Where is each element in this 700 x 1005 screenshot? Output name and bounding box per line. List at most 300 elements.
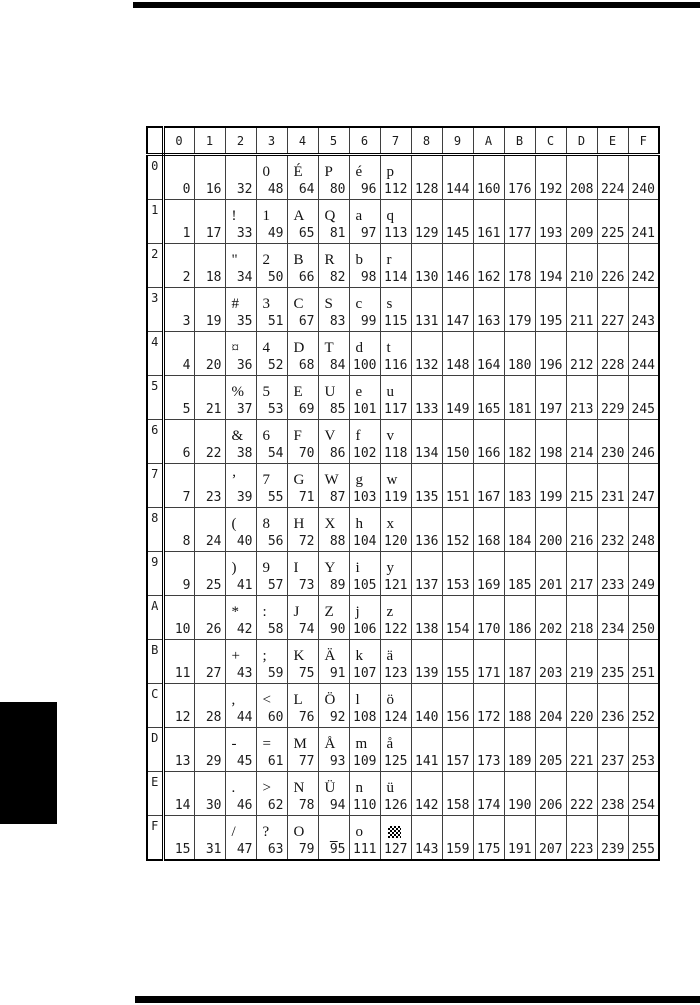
decimal-code-190: 190 bbox=[508, 798, 532, 813]
glyph-146 bbox=[443, 249, 473, 271]
glyph-210 bbox=[567, 249, 597, 271]
table-row-8 bbox=[147, 508, 659, 552]
code-cell-122 bbox=[380, 596, 411, 640]
glyph-83: S bbox=[324, 296, 333, 312]
decimal-code-20: 20 bbox=[205, 358, 222, 373]
decimal-code-168: 168 bbox=[477, 534, 501, 549]
glyph-214 bbox=[567, 425, 597, 447]
decimal-code-143: 143 bbox=[415, 842, 439, 857]
decimal-code-84: 84 bbox=[329, 358, 346, 373]
code-cell-30 bbox=[194, 772, 225, 816]
glyph-181 bbox=[505, 381, 535, 403]
decimal-code-90: 90 bbox=[329, 622, 346, 637]
code-cell-204 bbox=[535, 684, 566, 728]
decimal-code-88: 88 bbox=[329, 534, 346, 549]
code-cell-8 bbox=[163, 508, 194, 552]
code-cell-84 bbox=[318, 332, 349, 376]
code-cell-3 bbox=[163, 288, 194, 332]
glyph-194 bbox=[536, 249, 566, 271]
decimal-code-45: 45 bbox=[236, 754, 253, 769]
decimal-code-209: 209 bbox=[570, 226, 594, 241]
code-cell-176 bbox=[504, 155, 535, 200]
code-cell-69 bbox=[287, 376, 318, 420]
code-cell-145 bbox=[442, 200, 473, 244]
decimal-code-196: 196 bbox=[539, 358, 563, 373]
glyph-71: G bbox=[293, 472, 305, 488]
glyph-69: E bbox=[293, 384, 303, 400]
glyph-88: X bbox=[324, 516, 336, 532]
code-cell-153 bbox=[442, 552, 473, 596]
glyph-73: I bbox=[293, 560, 299, 576]
code-cell-35 bbox=[225, 288, 256, 332]
glyph-208 bbox=[567, 161, 597, 183]
glyph-106: j bbox=[355, 604, 360, 620]
decimal-code-77: 77 bbox=[298, 754, 315, 769]
code-cell-98 bbox=[349, 244, 380, 288]
code-cell-14 bbox=[163, 772, 194, 816]
decimal-code-229: 229 bbox=[601, 402, 625, 417]
decimal-code-38: 38 bbox=[236, 446, 253, 461]
decimal-code-255: 255 bbox=[631, 842, 655, 857]
decimal-code-237: 237 bbox=[601, 754, 625, 769]
glyph-4 bbox=[165, 337, 194, 359]
glyph-15 bbox=[165, 821, 194, 843]
decimal-code-94: 94 bbox=[329, 798, 346, 813]
glyph-122: z bbox=[386, 604, 394, 620]
code-cell-103 bbox=[349, 464, 380, 508]
glyph-135 bbox=[412, 469, 442, 491]
decimal-code-37: 37 bbox=[236, 402, 253, 417]
code-cell-97 bbox=[349, 200, 380, 244]
decimal-code-121: 121 bbox=[384, 578, 408, 593]
glyph-196 bbox=[536, 337, 566, 359]
glyph-48: 0 bbox=[262, 164, 270, 180]
glyph-177 bbox=[505, 205, 535, 227]
decimal-code-208: 208 bbox=[570, 182, 594, 197]
code-cell-151 bbox=[442, 464, 473, 508]
left-edge-block bbox=[0, 702, 57, 824]
decimal-code-201: 201 bbox=[539, 578, 563, 593]
glyph-182 bbox=[505, 425, 535, 447]
decimal-code-221: 221 bbox=[570, 754, 594, 769]
glyph-40: ( bbox=[231, 516, 237, 532]
table-row-6 bbox=[147, 420, 659, 464]
code-cell-221 bbox=[566, 728, 597, 772]
table-row-7 bbox=[147, 464, 659, 508]
glyph-97: a bbox=[355, 208, 363, 224]
top-rule bbox=[133, 2, 700, 8]
decimal-code-71: 71 bbox=[298, 490, 315, 505]
col-header-0: 0 bbox=[163, 127, 194, 155]
decimal-code-49: 49 bbox=[267, 226, 284, 241]
glyph-93: Å bbox=[324, 736, 336, 752]
glyph-55: 7 bbox=[262, 472, 270, 488]
code-cell-255 bbox=[628, 816, 659, 861]
code-cell-72 bbox=[287, 508, 318, 552]
decimal-code-146: 146 bbox=[446, 270, 470, 285]
glyph-38: & bbox=[231, 428, 244, 444]
decimal-code-85: 85 bbox=[329, 402, 346, 417]
code-cell-254 bbox=[628, 772, 659, 816]
code-cell-66 bbox=[287, 244, 318, 288]
decimal-code-233: 233 bbox=[601, 578, 625, 593]
decimal-code-46: 46 bbox=[236, 798, 253, 813]
row-header-3: 3 bbox=[147, 288, 163, 332]
glyph-190 bbox=[505, 777, 535, 799]
decimal-code-68: 68 bbox=[298, 358, 315, 373]
glyph-160 bbox=[474, 161, 504, 183]
code-cell-105 bbox=[349, 552, 380, 596]
glyph-8 bbox=[165, 513, 194, 535]
code-cell-107 bbox=[349, 640, 380, 684]
decimal-code-97: 97 bbox=[360, 226, 377, 241]
code-cell-163 bbox=[473, 288, 504, 332]
decimal-code-106: 106 bbox=[353, 622, 377, 637]
decimal-code-40: 40 bbox=[236, 534, 253, 549]
decimal-code-59: 59 bbox=[267, 666, 284, 681]
code-cell-119 bbox=[380, 464, 411, 508]
glyph-17 bbox=[195, 205, 225, 227]
decimal-code-220: 220 bbox=[570, 710, 594, 725]
glyph-31 bbox=[195, 821, 225, 843]
glyph-84: T bbox=[324, 340, 334, 356]
decimal-code-28: 28 bbox=[205, 710, 222, 725]
glyph-161 bbox=[474, 205, 504, 227]
code-cell-60 bbox=[256, 684, 287, 728]
code-cell-26 bbox=[194, 596, 225, 640]
code-cell-187 bbox=[504, 640, 535, 684]
code-cell-87 bbox=[318, 464, 349, 508]
code-cell-219 bbox=[566, 640, 597, 684]
decimal-code-215: 215 bbox=[570, 490, 594, 505]
decimal-code-89: 89 bbox=[329, 578, 346, 593]
decimal-code-117: 117 bbox=[384, 402, 408, 417]
decimal-code-128: 128 bbox=[415, 182, 439, 197]
code-cell-111 bbox=[349, 816, 380, 861]
code-cell-175 bbox=[473, 816, 504, 861]
code-cell-249 bbox=[628, 552, 659, 596]
code-cell-173 bbox=[473, 728, 504, 772]
decimal-code-26: 26 bbox=[205, 622, 222, 637]
decimal-code-69: 69 bbox=[298, 402, 315, 417]
code-cell-116 bbox=[380, 332, 411, 376]
code-cell-198 bbox=[535, 420, 566, 464]
code-cell-64 bbox=[287, 155, 318, 200]
code-cell-206 bbox=[535, 772, 566, 816]
glyph-129 bbox=[412, 205, 442, 227]
decimal-code-253: 253 bbox=[631, 754, 655, 769]
code-cell-106 bbox=[349, 596, 380, 640]
code-cell-156 bbox=[442, 684, 473, 728]
code-cell-146 bbox=[442, 244, 473, 288]
glyph-52: 4 bbox=[262, 340, 270, 356]
code-cell-99 bbox=[349, 288, 380, 332]
glyph-87: W bbox=[324, 472, 339, 488]
glyph-14 bbox=[165, 777, 194, 799]
decimal-code-83: 83 bbox=[329, 314, 346, 329]
code-cell-25 bbox=[194, 552, 225, 596]
code-cell-74 bbox=[287, 596, 318, 640]
code-cell-134 bbox=[411, 420, 442, 464]
code-cell-43 bbox=[225, 640, 256, 684]
decimal-code-50: 50 bbox=[267, 270, 284, 285]
glyph-249 bbox=[629, 557, 659, 579]
glyph-41: ) bbox=[231, 560, 237, 576]
code-cell-54 bbox=[256, 420, 287, 464]
decimal-code-236: 236 bbox=[601, 710, 625, 725]
decimal-code-109: 109 bbox=[353, 754, 377, 769]
decimal-code-164: 164 bbox=[477, 358, 501, 373]
glyph-89: Y bbox=[324, 560, 336, 576]
glyph-186 bbox=[505, 601, 535, 623]
code-cell-179 bbox=[504, 288, 535, 332]
glyph-142 bbox=[412, 777, 442, 799]
code-cell-232 bbox=[597, 508, 628, 552]
code-cell-100 bbox=[349, 332, 380, 376]
code-cell-183 bbox=[504, 464, 535, 508]
code-cell-17 bbox=[194, 200, 225, 244]
glyph-220 bbox=[567, 689, 597, 711]
code-cell-250 bbox=[628, 596, 659, 640]
glyph-76: L bbox=[293, 692, 303, 708]
glyph-19 bbox=[195, 293, 225, 315]
code-cell-73 bbox=[287, 552, 318, 596]
decimal-code-230: 230 bbox=[601, 446, 625, 461]
code-cell-80 bbox=[318, 155, 349, 200]
code-cell-76 bbox=[287, 684, 318, 728]
decimal-code-116: 116 bbox=[384, 358, 408, 373]
decimal-code-60: 60 bbox=[267, 710, 284, 725]
decimal-code-166: 166 bbox=[477, 446, 501, 461]
decimal-code-123: 123 bbox=[384, 666, 408, 681]
decimal-code-119: 119 bbox=[384, 490, 408, 505]
glyph-137 bbox=[412, 557, 442, 579]
glyph-59: ; bbox=[262, 648, 267, 664]
decimal-code-247: 247 bbox=[631, 490, 655, 505]
code-cell-243 bbox=[628, 288, 659, 332]
glyph-91: Ä bbox=[324, 648, 336, 664]
decimal-code-81: 81 bbox=[329, 226, 346, 241]
glyph-232 bbox=[598, 513, 628, 535]
glyph-238 bbox=[598, 777, 628, 799]
code-cell-11 bbox=[163, 640, 194, 684]
decimal-code-200: 200 bbox=[539, 534, 563, 549]
code-cell-246 bbox=[628, 420, 659, 464]
glyph-200 bbox=[536, 513, 566, 535]
col-header-4: 4 bbox=[287, 127, 318, 155]
decimal-code-243: 243 bbox=[631, 314, 655, 329]
decimal-code-179: 179 bbox=[508, 314, 532, 329]
glyph-231 bbox=[598, 469, 628, 491]
decimal-code-186: 186 bbox=[508, 622, 532, 637]
glyph-189 bbox=[505, 733, 535, 755]
decimal-code-170: 170 bbox=[477, 622, 501, 637]
code-cell-130 bbox=[411, 244, 442, 288]
code-cell-194 bbox=[535, 244, 566, 288]
decimal-code-242: 242 bbox=[631, 270, 655, 285]
decimal-code-76: 76 bbox=[298, 710, 315, 725]
code-cell-28 bbox=[194, 684, 225, 728]
decimal-code-227: 227 bbox=[601, 314, 625, 329]
decimal-code-219: 219 bbox=[570, 666, 594, 681]
code-cell-192 bbox=[535, 155, 566, 200]
decimal-code-47: 47 bbox=[236, 842, 253, 857]
decimal-code-192: 192 bbox=[539, 182, 563, 197]
decimal-code-197: 197 bbox=[539, 402, 563, 417]
col-header-5: 5 bbox=[318, 127, 349, 155]
glyph-213 bbox=[567, 381, 597, 403]
glyph-9 bbox=[165, 557, 194, 579]
code-cell-45 bbox=[225, 728, 256, 772]
glyph-36: ¤ bbox=[231, 340, 239, 356]
glyph-143 bbox=[412, 821, 442, 843]
decimal-code-234: 234 bbox=[601, 622, 625, 637]
col-header-7: 7 bbox=[380, 127, 411, 155]
decimal-code-52: 52 bbox=[267, 358, 284, 373]
code-cell-55 bbox=[256, 464, 287, 508]
col-header-3: 3 bbox=[256, 127, 287, 155]
decimal-code-87: 87 bbox=[329, 490, 346, 505]
row-header-2: 2 bbox=[147, 244, 163, 288]
bottom-rule bbox=[135, 996, 700, 1003]
decimal-code-171: 171 bbox=[477, 666, 501, 681]
col-header-6: 6 bbox=[349, 127, 380, 155]
code-cell-253 bbox=[628, 728, 659, 772]
decimal-code-159: 159 bbox=[446, 842, 470, 857]
glyph-233 bbox=[598, 557, 628, 579]
code-cell-104 bbox=[349, 508, 380, 552]
decimal-code-160: 160 bbox=[477, 182, 501, 197]
glyph-188 bbox=[505, 689, 535, 711]
decimal-code-217: 217 bbox=[570, 578, 594, 593]
decimal-code-95: 95 bbox=[329, 842, 346, 857]
code-cell-245 bbox=[628, 376, 659, 420]
glyph-90: Z bbox=[324, 604, 334, 620]
decimal-code-239: 239 bbox=[601, 842, 625, 857]
col-header-2: 2 bbox=[225, 127, 256, 155]
code-cell-241 bbox=[628, 200, 659, 244]
code-cell-31 bbox=[194, 816, 225, 861]
table-row-1 bbox=[147, 200, 659, 244]
decimal-code-136: 136 bbox=[415, 534, 439, 549]
glyph-103: g bbox=[355, 472, 363, 488]
code-cell-143 bbox=[411, 816, 442, 861]
glyph-132 bbox=[412, 337, 442, 359]
decimal-code-199: 199 bbox=[539, 490, 563, 505]
glyph-23 bbox=[195, 469, 225, 491]
decimal-code-103: 103 bbox=[353, 490, 377, 505]
glyph-126: ü bbox=[386, 780, 394, 796]
code-cell-61 bbox=[256, 728, 287, 772]
decimal-code-24: 24 bbox=[205, 534, 222, 549]
glyph-217 bbox=[567, 557, 597, 579]
glyph-152 bbox=[443, 513, 473, 535]
code-cell-0 bbox=[163, 155, 194, 200]
code-cell-67 bbox=[287, 288, 318, 332]
decimal-code-18: 18 bbox=[205, 270, 222, 285]
decimal-code-34: 34 bbox=[236, 270, 253, 285]
code-cell-88 bbox=[318, 508, 349, 552]
code-cell-123 bbox=[380, 640, 411, 684]
code-cell-38 bbox=[225, 420, 256, 464]
decimal-code-30: 30 bbox=[205, 798, 222, 813]
code-cell-251 bbox=[628, 640, 659, 684]
decimal-code-51: 51 bbox=[267, 314, 284, 329]
decimal-code-61: 61 bbox=[267, 754, 284, 769]
code-cell-48 bbox=[256, 155, 287, 200]
glyph-2 bbox=[165, 249, 194, 271]
decimal-code-240: 240 bbox=[631, 182, 655, 197]
glyph-151 bbox=[443, 469, 473, 491]
decimal-code-101: 101 bbox=[353, 402, 377, 417]
table-row-3 bbox=[147, 288, 659, 332]
decimal-code-98: 98 bbox=[360, 270, 377, 285]
row-header-7: 7 bbox=[147, 464, 163, 508]
code-cell-68 bbox=[287, 332, 318, 376]
col-header-8: 8 bbox=[411, 127, 442, 155]
decimal-code-135: 135 bbox=[415, 490, 439, 505]
glyph-56: 8 bbox=[262, 516, 270, 532]
table-row-B bbox=[147, 640, 659, 684]
code-cell-132 bbox=[411, 332, 442, 376]
glyph-113: q bbox=[386, 208, 394, 224]
code-cell-169 bbox=[473, 552, 504, 596]
glyph-102: f bbox=[355, 428, 361, 444]
decimal-code-120: 120 bbox=[384, 534, 408, 549]
glyph-10 bbox=[165, 601, 194, 623]
glyph-75: K bbox=[293, 648, 305, 664]
decimal-code-175: 175 bbox=[477, 842, 501, 857]
glyph-77: M bbox=[293, 736, 307, 752]
code-cell-85 bbox=[318, 376, 349, 420]
glyph-175 bbox=[474, 821, 504, 843]
code-cell-90 bbox=[318, 596, 349, 640]
decimal-code-202: 202 bbox=[539, 622, 563, 637]
row-header-C: C bbox=[147, 684, 163, 728]
glyph-247 bbox=[629, 469, 659, 491]
decimal-code-249: 249 bbox=[631, 578, 655, 593]
glyph-74: J bbox=[293, 604, 300, 620]
decimal-code-73: 73 bbox=[298, 578, 315, 593]
code-cell-19 bbox=[194, 288, 225, 332]
glyph-141 bbox=[412, 733, 442, 755]
col-header-E: E bbox=[597, 127, 628, 155]
decimal-code-184: 184 bbox=[508, 534, 532, 549]
decimal-code-108: 108 bbox=[353, 710, 377, 725]
glyph-240 bbox=[629, 161, 659, 183]
glyph-170 bbox=[474, 601, 504, 623]
glyph-183 bbox=[505, 469, 535, 491]
code-cell-167 bbox=[473, 464, 504, 508]
glyph-138 bbox=[412, 601, 442, 623]
glyph-147 bbox=[443, 293, 473, 315]
glyph-125: å bbox=[386, 736, 394, 752]
glyph-254 bbox=[629, 777, 659, 799]
decimal-code-48: 48 bbox=[267, 182, 284, 197]
glyph-199 bbox=[536, 469, 566, 491]
character-code-table bbox=[146, 126, 660, 861]
code-cell-52 bbox=[256, 332, 287, 376]
code-cell-115 bbox=[380, 288, 411, 332]
decimal-code-65: 65 bbox=[298, 226, 315, 241]
code-cell-235 bbox=[597, 640, 628, 684]
code-cell-160 bbox=[473, 155, 504, 200]
decimal-code-32: 32 bbox=[236, 182, 253, 197]
decimal-code-157: 157 bbox=[446, 754, 470, 769]
glyph-149 bbox=[443, 381, 473, 403]
table-row-2 bbox=[147, 244, 659, 288]
glyph-246 bbox=[629, 425, 659, 447]
